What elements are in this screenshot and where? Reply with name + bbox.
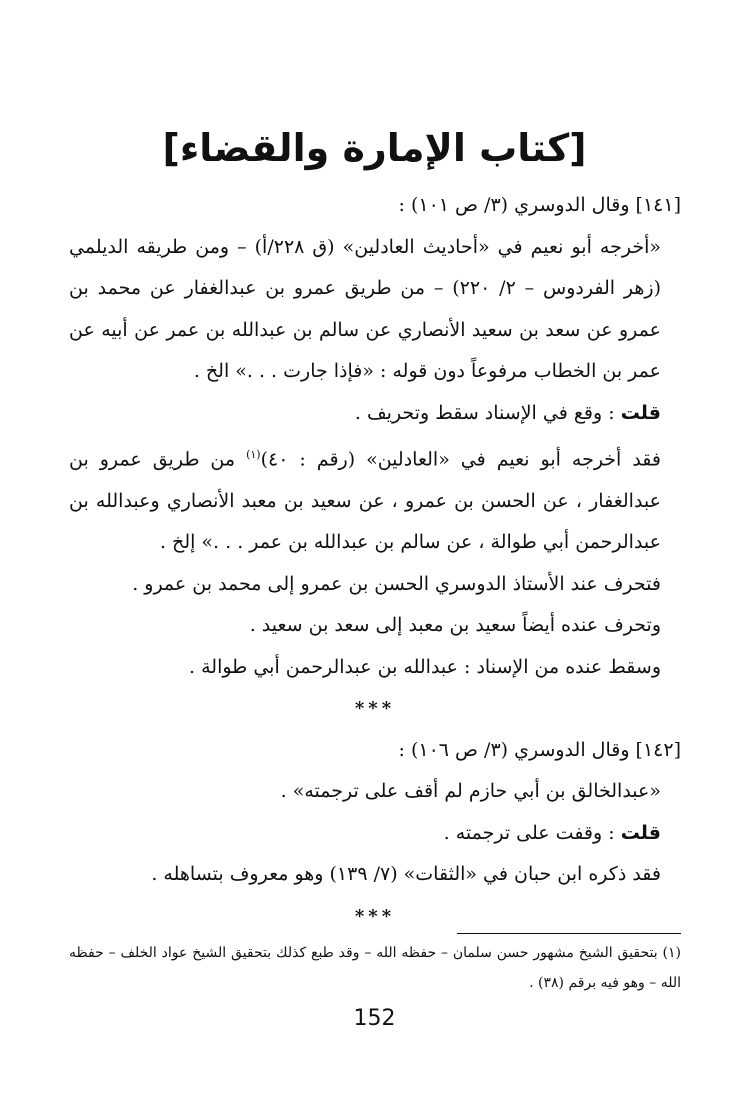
entry-141-para1 bbox=[69, 434, 681, 564]
qult-label: قلت bbox=[620, 821, 661, 844]
entry-141-qult bbox=[69, 393, 681, 435]
qult-label: قلت bbox=[620, 401, 661, 424]
entry-142-heading: [١٤٢] وقال الدوسري (٣/ ص ١٠٦) : bbox=[398, 738, 681, 761]
footnote-marker: (١) bbox=[246, 448, 261, 461]
qult-text: : وقع في الإسناد سقط وتحريف . bbox=[354, 401, 615, 424]
entry-142-quote: «عبدالخالق بن أبي حازم لم أقف على ترجمته» . bbox=[280, 780, 661, 803]
qult-text: : وقفت على ترجمته . bbox=[443, 821, 615, 844]
entry-141-line2: وتحرف عنده أيضاً سعيد بن معبد إلى سعد بن سعيد . bbox=[249, 614, 661, 637]
para1-part-b: من طريق عمرو بن عبدالغفار ، عن الحسن بن عمرو ، عن سعيد بن معبد الأنصاري وعبدالله بن عبدالرحمن أبي طوالة ، عن سالم بن عبدالله بن عمر . . .» إلخ . bbox=[69, 448, 661, 554]
section-separator: *** bbox=[354, 698, 396, 720]
main-text bbox=[69, 185, 681, 937]
entry-141-line3: وسقط عنده من الإسناد : عبدالله بن عبدالرحمن أبي طوالة . bbox=[189, 655, 661, 678]
page-number: 152 bbox=[353, 1006, 396, 1031]
section-separator-2: *** bbox=[354, 905, 396, 927]
entry-141-line1: فتحرف عند الأستاذ الدوسري الحسن بن عمرو إلى محمد بن عمرو . bbox=[132, 572, 661, 595]
footnote: (١) بتحقيق الشيخ مشهور حسن سلمان – حفظه الله – وقد طبع كذلك بتحقيق الشيخ عواد الخلف – حفظه الله – وهو فيه برقم (٣٨) . bbox=[69, 945, 681, 991]
entry-141-heading: [١٤١] وقال الدوسري (٣/ ص ١٠١) : bbox=[398, 194, 681, 216]
entry-142-line1: فقد ذكره ابن حبان في «الثقات» (٧/ ١٣٩) وهو معروف بتساهله . bbox=[151, 863, 661, 886]
para1-part-a: فقد أخرجه أبو نعيم في «العادلين» (رقم : ٤٠) bbox=[260, 448, 661, 471]
entry-141-quote: «أخرجه أبو نعيم في «أحاديث العادلين» (ق ٢٢٨/أ) – ومن طريقه الديلمي (زهر الفردوس – ٢/ ٢٢٠) – من طريق عمرو بن عبدالغفار عن محمد بن عمرو عن سعد بن سعيد الأنصاري عن سالم بن عبدالله بن عمر عن أبيه عن عمر بن الخطاب مرفوعاً دون قوله : «فإذا جارت . . .» الخ . bbox=[69, 235, 661, 382]
entry-142-qult bbox=[69, 813, 681, 855]
footnote-divider bbox=[457, 933, 681, 934]
chapter-title: [كتاب الإمارة والقضاء] bbox=[162, 126, 587, 170]
